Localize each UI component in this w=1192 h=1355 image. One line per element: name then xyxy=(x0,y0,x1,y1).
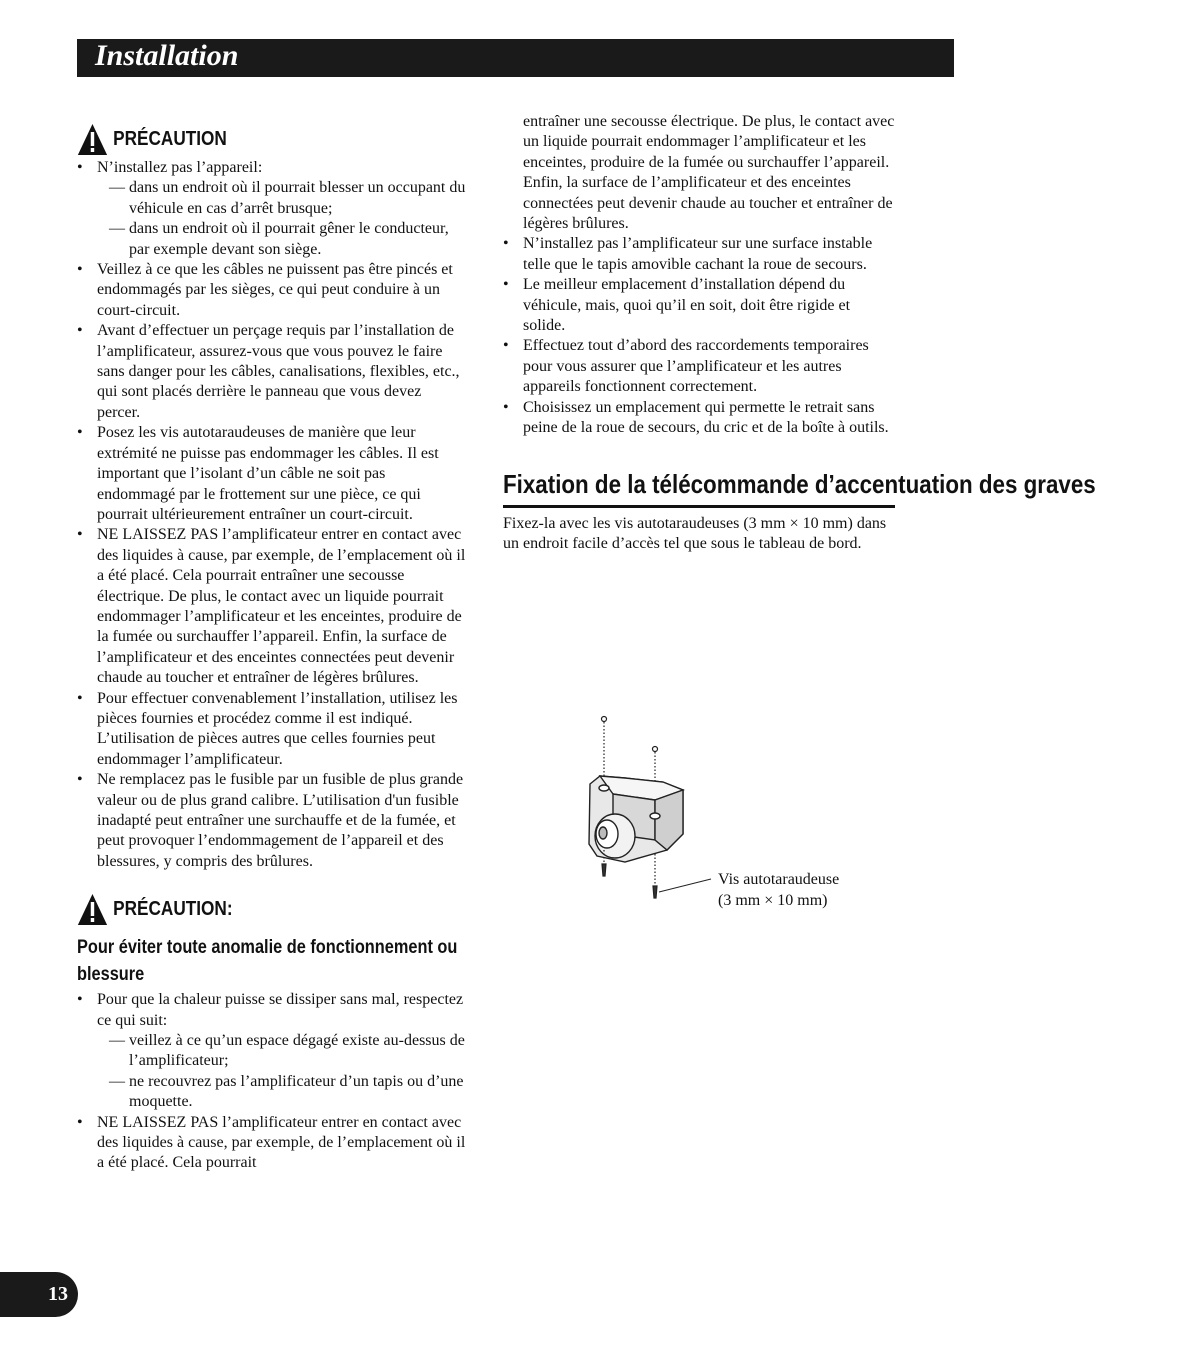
page-title: Installation xyxy=(95,39,239,72)
bass-boost-remote xyxy=(589,776,683,862)
dash-mark: — xyxy=(109,220,125,238)
section-body: Fixez-la avec les vis autotaraudeuses (3 mm × 10 mm) dans un endroit facile d’accès tel que sous le tableau de bord. xyxy=(503,514,887,552)
list-item: • Avant d’effectuer un perçage requis par l’installation de l’amplificateur, assurez-vous que vous pouvez le faire sans danger pour les câbles, canalisations, flexibles, etc., qui sont placés derrière le panneau que vous devez percer. xyxy=(77,321,467,423)
list-item: • Le meilleur emplacement d’installation dépend du véhicule, mais, quoi qu’il en soit, doit être rigide et solide. xyxy=(503,275,895,336)
dash-mark: — xyxy=(109,1032,125,1050)
screw-icon xyxy=(602,717,607,781)
caution-title-1: PRÉCAUTION xyxy=(113,127,227,150)
dash-mark: — xyxy=(109,179,125,197)
caution-subheading: Pour éviter toute anomalie de fonctionnement ou blessure xyxy=(77,937,458,986)
list-item: • NE LAISSEZ PAS l’amplificateur entrer en contact avec des liquides à cause, par exemple, de l’emplacement où il a été placé. Cela pourrait entraîner une secousse électrique. De plus, le contact avec un liquide pourrait endommager l’amplificateur et les enceintes, produire de la fumée ou surchauffer l’appareil. Enfin, la surface de l’amplificateur et des enceintes connectées peut devenir chaude au toucher et entraîner de légères brûlures. xyxy=(77,525,467,688)
sub-item: — veillez à ce qu’un espace dégagé existe au-dessus de l’amplificateur; xyxy=(109,1032,465,1070)
list-item: • Ne remplacez pas le fusible par un fusible de plus grande valeur ou de plus grand calibre. L’utilisation d'un fusible inadapté peut entraîner une surchauffe et de la fumée, et peut provoquer l’endommagement de l’appareil et des blessures, y compris des brûlures. xyxy=(77,770,467,872)
sub-item: — ne recouvrez pas l’amplificateur d’un tapis ou d’une moquette. xyxy=(109,1072,464,1111)
caution-title-2: PRÉCAUTION: xyxy=(113,898,233,921)
list-item: • Posez les vis autotaraudeuses de manière que leur extrémité ne puisse pas endommager les câbles. Il est important que l’isolant d’un câble ne soit pas endommagé par le frottement sur une pièce, ce qui pourrait ultérieurement entraîner un court-circuit. xyxy=(77,423,467,525)
caution-heading-2 xyxy=(77,890,412,928)
continued-text: entraîner une secousse électrique. De plus, le contact avec un liquide pourrait endommager l’amplificateur et les enceintes, produire de la fumée ou surchauffer l’appareil. Enfin, la surface de l’amplificateur et des enceintes connectées peut devenir chaude au toucher et entraîner de légères brûlures. xyxy=(523,113,895,233)
warning-triangle-icon xyxy=(77,123,108,156)
list-item: • NE LAISSEZ PAS l’amplificateur entrer en contact avec des liquides à cause, par exemple, de l’emplacement où il a été placé. Cela pourrait xyxy=(77,1113,467,1174)
left-column xyxy=(77,120,467,1174)
header-bar xyxy=(77,39,954,77)
sub-item: — dans un endroit où il pourrait gêner le conducteur, par exemple devant son siège. xyxy=(109,220,449,258)
caution-list-2 xyxy=(77,990,467,1174)
callout-leader xyxy=(659,879,711,892)
page-number-tab xyxy=(0,1272,78,1317)
dash-mark: — xyxy=(109,1072,125,1090)
page-number: 13 xyxy=(48,1283,68,1305)
list-item: • N’installez pas l’appareil: — dans un endroit où il pourrait blesser un occupant du véhicule en cas d’arrêt brusque; — dans un endroit où il pourrait gêner le conducteur, par exemple devant son siège. xyxy=(77,158,467,260)
screw-callout: Vis autotaraudeuse (3 mm × 10 mm) xyxy=(718,871,840,909)
list-item: • Veillez à ce que les câbles ne puissent pas être pincés et endommagés par les sièges, ce qui peut conduire à un court-circuit. xyxy=(77,260,467,321)
list-item: • Pour que la chaleur puisse se dissiper sans mal, respectez ce qui suit: — veillez à ce qu’un espace dégagé existe au-dessus de l’amplificateur; — ne recouvrez pas l’amplificateur d’un tapis ou d’une moquette. xyxy=(77,990,467,1112)
right-column xyxy=(503,112,1096,554)
list-item: • Choisissez un emplacement qui permette le retrait sans peine de la roue de secours, du cric et de la boîte à outils. xyxy=(503,398,895,439)
screw-icon xyxy=(653,854,657,898)
caution-heading-1 xyxy=(77,120,412,158)
list-item: • Effectuez tout d’abord des raccordements temporaires pour vous assurer que l’amplificateur et les autres appareils fonctionnent correctement. xyxy=(503,336,895,397)
section-heading: Fixation de la télécommande d’accentuation des graves xyxy=(503,467,895,508)
caution-list-1 xyxy=(77,158,467,872)
caution-list-continued xyxy=(503,234,895,438)
list-item: • N’installez pas l’amplificateur sur une surface instable telle que le tapis amovible cachant la roue de secours. xyxy=(503,234,895,275)
list-item: • Pour effectuer convenablement l’installation, utilisez les pièces fournies et procédez comme il est indiqué. L’utilisation de pièces autres que celles fournies peut endommager l’amplificateur. xyxy=(77,689,467,771)
warning-triangle-icon xyxy=(77,893,108,926)
sub-item: — dans un endroit où il pourrait blesser un occupant du véhicule en cas d’arrêt brusque; xyxy=(109,179,466,217)
